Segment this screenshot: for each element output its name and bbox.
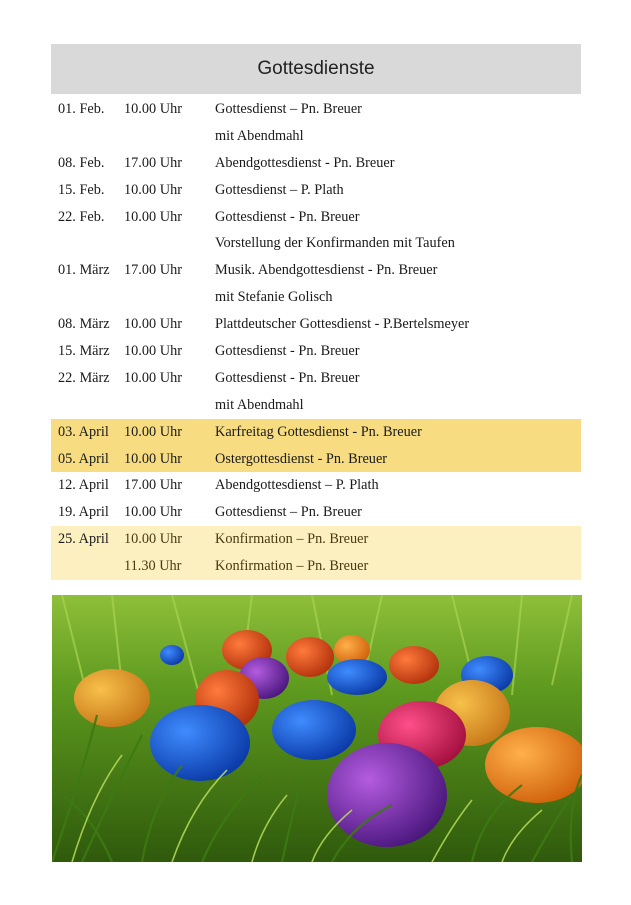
time-cell: 10.00 Uhr (124, 101, 182, 117)
time-cell: 10.00 Uhr (124, 450, 182, 467)
time-cell: 10.00 Uhr (124, 316, 182, 333)
date-cell: 03. April (58, 423, 109, 440)
date-cell: 25. April (58, 531, 109, 548)
description-cell: Gottesdienst - Pn. Breuer (215, 208, 360, 225)
description-cell: Gottesdienst - Pn. Breuer (215, 369, 360, 386)
description-cell: Abendgottesdienst - Pn. Breuer (215, 154, 395, 171)
date-cell (51, 123, 124, 150)
time-cell: 10.00 Uhr (124, 531, 182, 548)
time-cell: 10.00 Uhr (124, 208, 182, 225)
schedule-table (51, 96, 581, 580)
date-cell: 15. Feb. (58, 181, 105, 198)
easter-eggs-in-grass-photo (52, 595, 582, 862)
date-cell: 12. April (58, 477, 109, 494)
easter-eggs-photo (52, 595, 582, 862)
description-cell: Vorstellung der Konfirmanden mit Taufen (215, 235, 455, 252)
description-cell: Plattdeutscher Gottesdienst - P.Bertelsmeyer (215, 316, 470, 333)
table-row (51, 150, 581, 177)
table-row (51, 338, 581, 365)
date-cell: 01. März (58, 262, 110, 279)
table-row (51, 204, 581, 231)
description-cell: mit Abendmahl (215, 396, 304, 413)
time-cell: 10.00 Uhr (124, 343, 182, 360)
time-cell: 11.30 Uhr (124, 558, 182, 575)
time-cell (124, 392, 215, 419)
page-title: Gottesdienste (51, 44, 581, 94)
table-row (51, 311, 581, 338)
table-row (51, 96, 581, 123)
time-cell: 10.00 Uhr (124, 181, 182, 198)
description-cell: mit Abendmahl (215, 127, 304, 144)
description-cell: Musik. Abendgottesdienst - Pn. Breuer (215, 262, 438, 279)
date-cell: 22. März (58, 369, 110, 386)
table-row (51, 419, 581, 446)
date-cell: 15. März (58, 343, 110, 360)
description-cell: Karfreitag Gottesdienst - Pn. Breuer (215, 423, 422, 440)
table-row (51, 365, 581, 392)
date-cell (51, 392, 124, 419)
date-cell (51, 230, 124, 257)
time-cell: 10.00 Uhr (124, 504, 182, 521)
date-cell: 01. Feb. (58, 101, 105, 117)
time-cell: 17.00 Uhr (124, 477, 182, 494)
time-cell (124, 284, 215, 311)
description-cell: Gottesdienst – P. Plath (215, 181, 344, 198)
date-cell: 05. April (58, 450, 109, 467)
table-row (51, 446, 581, 473)
description-cell: Abendgottesdienst – P. Plath (215, 477, 379, 494)
time-cell: 17.00 Uhr (124, 154, 182, 171)
time-cell: 10.00 Uhr (124, 369, 182, 386)
date-cell: 19. April (58, 504, 109, 521)
table-row (51, 177, 581, 204)
description-cell: Gottesdienst – Pn. Breuer (215, 504, 362, 521)
date-cell: 08. März (58, 316, 110, 333)
table-row (51, 392, 581, 419)
date-cell (51, 553, 124, 580)
time-cell: 10.00 Uhr (124, 423, 182, 440)
description-cell: Konfirmation – Pn. Breuer (215, 531, 369, 548)
table-row (51, 257, 581, 284)
table-row (51, 472, 581, 499)
description-cell: Ostergottesdienst - Pn. Breuer (215, 450, 388, 467)
date-cell (51, 284, 124, 311)
date-cell: 08. Feb. (58, 154, 105, 171)
table-row (51, 553, 581, 580)
description-cell: Konfirmation – Pn. Breuer (215, 558, 369, 575)
table-row (51, 526, 581, 553)
description-cell: Gottesdienst – Pn. Breuer (215, 101, 362, 117)
description-cell: mit Stefanie Golisch (215, 289, 333, 306)
time-cell (124, 123, 215, 150)
table-row (51, 230, 581, 257)
schedule-sheet (51, 44, 581, 580)
description-cell: Gottesdienst - Pn. Breuer (215, 343, 360, 360)
time-cell (124, 230, 215, 257)
table-row (51, 284, 581, 311)
table-row (51, 123, 581, 150)
table-row (51, 499, 581, 526)
time-cell: 17.00 Uhr (124, 262, 182, 279)
date-cell: 22. Feb. (58, 208, 105, 225)
